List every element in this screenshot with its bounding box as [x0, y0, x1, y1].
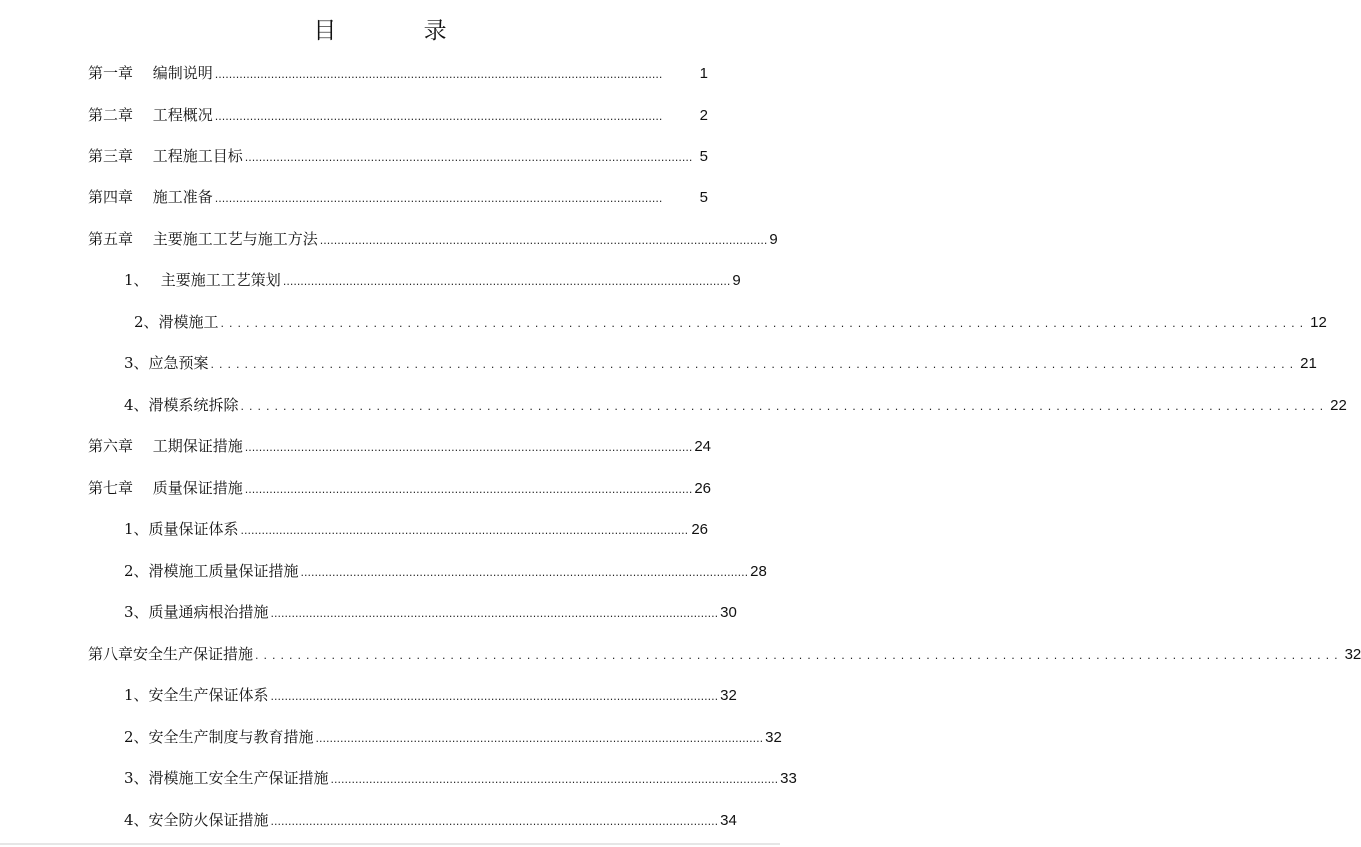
toc-entry-label: 第二章 工程概况	[88, 106, 213, 124]
dot-leader: ................................................................................................................................	[240, 524, 689, 537]
toc-entry-chapter-3[interactable]	[88, 143, 708, 169]
dot-leader: ................................................................................................................................	[214, 192, 663, 205]
toc-entry-label: 1、 主要施工工艺策划	[124, 271, 281, 289]
toc-entry-section-8-4[interactable]	[124, 807, 737, 833]
toc-entry-page: 32	[1344, 646, 1361, 663]
toc-entry-page: 34	[720, 812, 737, 829]
toc-entry-label: 3、滑模施工安全生产保证措施	[124, 769, 329, 787]
dot-leader: ................................................................................................................................	[300, 566, 749, 579]
toc-entry-page: 28	[750, 563, 767, 580]
toc-entry-label: 第五章 主要施工工艺与施工方法	[88, 230, 318, 248]
toc-entry-label: 2、安全生产制度与教育措施	[124, 728, 314, 746]
toc-entry-page: 26	[691, 521, 708, 538]
toc-entry-section-5-3[interactable]	[124, 350, 1317, 376]
toc-entry-section-5-2[interactable]	[134, 309, 1327, 335]
dot-leader: ................................................................................................................................	[244, 151, 693, 164]
dot-leader: ................................................................................................................................	[214, 68, 663, 81]
toc-entry-label: 4、滑模系统拆除	[124, 396, 239, 414]
toc-entry-page: 33	[780, 770, 797, 787]
toc-entry-label: 4、安全防火保证措施	[124, 811, 269, 829]
toc-entry-label: 第六章 工期保证措施	[88, 437, 243, 455]
page-bottom-divider	[0, 843, 780, 845]
dot-leader: ................................................................................................................................	[330, 773, 779, 786]
dot-leader: ................................................................................................................................	[210, 358, 1299, 371]
toc-entry-chapter-7[interactable]	[88, 475, 712, 501]
toc-entry-page: 32	[765, 729, 782, 746]
toc-entry-label: 第一章 编制说明	[88, 64, 213, 82]
toc-entry-label: 第七章 质量保证措施	[88, 479, 243, 497]
toc-entry-label: 第四章 施工准备	[88, 188, 213, 206]
toc-title: 目 录	[313, 18, 487, 44]
toc-entry-page: 5	[699, 189, 708, 206]
toc-entry-page: 1	[699, 65, 708, 82]
toc-entry-label: 1、安全生产保证体系	[124, 686, 269, 704]
toc-entry-section-7-3[interactable]	[124, 599, 737, 625]
toc-entry-page: 12	[1310, 314, 1327, 331]
dot-leader: ................................................................................................................................	[270, 690, 719, 703]
toc-entry-page: 5	[699, 148, 708, 165]
dot-leader: ................................................................................................................................	[270, 815, 719, 828]
toc-entry-section-7-1[interactable]	[124, 516, 708, 542]
toc-entry-page: 9	[732, 272, 741, 289]
dot-leader: ................................................................................................................................	[244, 483, 693, 496]
toc-entry-label: 2、滑模施工	[134, 313, 219, 331]
dot-leader: ................................................................................................................................	[244, 441, 693, 454]
dot-leader: ................................................................................................................................	[282, 275, 731, 288]
dot-leader: ................................................................................................................................	[315, 732, 764, 745]
toc-entry-page: 22	[1330, 397, 1347, 414]
toc-entry-section-7-2[interactable]	[124, 558, 767, 584]
toc-entry-label: 1、质量保证体系	[124, 520, 239, 538]
toc-entry-page: 26	[694, 480, 712, 497]
toc-entry-chapter-1[interactable]	[88, 60, 708, 86]
toc-entry-page: 2	[699, 107, 708, 124]
toc-entry-label: 第八章安全生产保证措施	[88, 645, 254, 663]
toc-entry-section-8-2[interactable]	[124, 724, 782, 750]
toc-entry-label: 3、应急预案	[124, 354, 209, 372]
dot-leader: ................................................................................................................................	[220, 317, 1309, 330]
toc-entry-chapter-5[interactable]	[88, 226, 778, 252]
dot-leader: ................................................................................................................................	[319, 234, 768, 247]
dot-leader: ................................................................................................................................	[270, 607, 719, 620]
dot-leader: ................................................................................................................................	[255, 649, 1343, 662]
toc-entry-section-8-1[interactable]	[124, 682, 737, 708]
toc-entry-label: 3、质量通病根治措施	[124, 603, 269, 621]
toc-entry-section-5-4[interactable]	[124, 392, 1347, 418]
toc-entry-page: 21	[1300, 355, 1317, 372]
toc-entry-section-5-1[interactable]	[124, 267, 741, 293]
toc-entry-chapter-6[interactable]	[88, 433, 712, 459]
toc-entry-chapter-4[interactable]	[88, 184, 708, 210]
toc-entry-label: 2、滑模施工质量保证措施	[124, 562, 299, 580]
toc-entry-page: 32	[720, 687, 737, 704]
toc-entry-page: 9	[769, 231, 778, 248]
toc-entry-chapter-2[interactable]	[88, 102, 708, 128]
dot-leader: ................................................................................................................................	[240, 400, 1329, 413]
toc-entry-chapter-8[interactable]	[88, 641, 1361, 667]
toc-entry-page: 24	[694, 438, 712, 455]
dot-leader: ................................................................................................................................	[214, 110, 663, 123]
toc-entry-section-8-3[interactable]	[124, 765, 797, 791]
toc-entry-label: 第三章 工程施工目标	[88, 147, 243, 165]
toc-entry-page: 30	[720, 604, 737, 621]
